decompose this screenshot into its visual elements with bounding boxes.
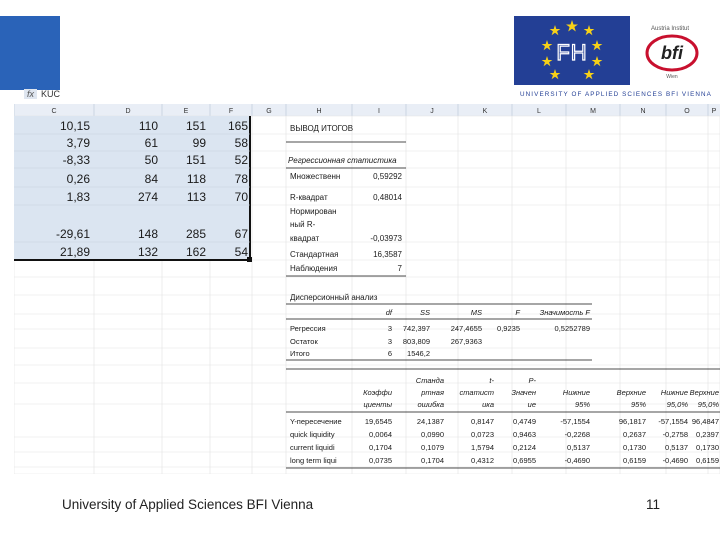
coef-cell: -57,1554 (560, 417, 590, 426)
column-header: H (316, 108, 322, 115)
coef-header: Верхние (689, 388, 719, 397)
coef-header: Нижние (562, 388, 590, 397)
data-cell: 113 (186, 190, 206, 204)
coef-cell: 0,6159 (696, 456, 719, 465)
coef-cell: 0,4749 (513, 417, 536, 426)
anova-cell: Итого (290, 349, 310, 358)
anova-cell: 3 (387, 324, 392, 333)
stat-label: Стандартная (290, 250, 339, 259)
stat-value: 16,3587 (373, 250, 402, 259)
coef-cell: 19,6545 (364, 417, 392, 426)
column-header: L (537, 108, 541, 115)
coef-cell: 96,4847 (691, 417, 719, 426)
column-header-strip (14, 104, 720, 116)
anova-cell: 1546,2 (407, 349, 430, 358)
data-cell: 110 (138, 119, 158, 133)
column-header: E (183, 108, 189, 115)
tagline-text: UNIVERSITY OF APPLIED SCIENCES BFI VIENNA (520, 91, 712, 98)
anova-header: df (385, 308, 392, 317)
data-cell: 70 (234, 190, 248, 204)
data-cell: -29,61 (55, 227, 90, 241)
data-cell: 58 (234, 136, 248, 150)
bfi-brand-text: bfi (661, 43, 683, 63)
data-cell: 50 (144, 153, 158, 167)
coef-cell: 0,9463 (513, 430, 536, 439)
column-header: K (482, 108, 488, 115)
column-header: C (51, 108, 57, 115)
coef-cell: 0,5137 (665, 443, 688, 452)
coef-cell: -0,4690 (564, 456, 590, 465)
data-cell: 148 (137, 227, 158, 241)
data-cell: 1,83 (66, 190, 90, 204)
coef-cell: 96,1817 (618, 417, 646, 426)
data-cell: 118 (186, 172, 206, 186)
data-cell: 21,89 (59, 245, 90, 259)
coef-header: ошибка (417, 400, 444, 409)
anova-cell: Остаток (290, 337, 318, 346)
coef-label: long term liqui (290, 456, 337, 465)
anova-header: MS (470, 308, 482, 317)
data-cell: 285 (185, 227, 206, 241)
coef-cell: 0,1730 (623, 443, 646, 452)
anova-cell: 742,397 (402, 324, 430, 333)
coef-cell: -0,2758 (662, 430, 688, 439)
stat-label: Наблюдения (290, 264, 338, 273)
column-header: J (430, 108, 434, 115)
coef-header: Коэффи (363, 388, 392, 397)
coef-header: ие (527, 400, 536, 409)
data-cell: 132 (137, 245, 158, 259)
stat-value: 0,48014 (373, 193, 402, 202)
anova-header: F (515, 308, 520, 317)
coef-header: циенты (363, 400, 392, 409)
bfi-top-text: Austria Institut (650, 26, 690, 32)
coef-header: 95% (574, 400, 590, 409)
anova-cell: 6 (387, 349, 392, 358)
fh-letters: FH (556, 40, 588, 65)
anova-title: Дисперсионный анализ (290, 293, 378, 302)
coef-header: Нижние (660, 388, 688, 397)
data-cell: 52 (234, 153, 248, 167)
coef-label: quick liquidity (290, 430, 335, 439)
regression-header: Регрессионная статистика (288, 156, 397, 165)
data-cell: 274 (137, 190, 158, 204)
anova-header: Значимость F (539, 308, 590, 317)
coef-header: ртная (421, 388, 444, 397)
anova-cell: 3 (387, 337, 392, 346)
data-cell: 3,79 (66, 136, 90, 150)
stat-label: Множественн (290, 172, 341, 181)
anova-cell: 247,4655 (450, 324, 482, 333)
coef-cell: 0,6955 (513, 456, 536, 465)
coef-cell: -57,1554 (658, 417, 688, 426)
coef-header: Верхние (616, 388, 646, 397)
data-cell: 10,15 (59, 119, 90, 133)
coef-cell: 0,6159 (623, 456, 646, 465)
stat-value: -0,03973 (370, 234, 402, 243)
coef-header: Станда (415, 376, 444, 385)
data-cell: -8,33 (62, 153, 90, 167)
column-header: G (266, 108, 272, 115)
coef-header: 95,0% (697, 400, 719, 409)
coef-label: Y-пересечение (290, 417, 342, 426)
stat-label: Нормирован (290, 207, 337, 216)
coef-cell: 0,4312 (471, 456, 494, 465)
stat-value: 7 (397, 264, 402, 273)
spreadsheet-grid[interactable] (14, 104, 720, 474)
coef-cell: 0,1079 (421, 443, 444, 452)
data-cell: 165 (227, 119, 248, 133)
stat-label: R-квадрат (290, 193, 328, 202)
coef-cell: 0,8147 (471, 417, 494, 426)
column-header: D (125, 108, 131, 115)
coef-cell: 0,5137 (567, 443, 590, 452)
coef-cell: 0,0990 (421, 430, 444, 439)
coef-header: P- (528, 376, 536, 385)
data-cell: 78 (234, 172, 248, 186)
footer-text: University of Applied Sciences BFI Vienna (62, 497, 314, 512)
fx-icon[interactable]: fx (24, 89, 37, 99)
coef-cell: -0,4690 (662, 456, 688, 465)
coef-cell: 1,5794 (471, 443, 494, 452)
output-title: ВЫВОД ИТОГОВ (290, 124, 354, 133)
data-cell: 162 (185, 245, 206, 259)
coef-cell: 0,1704 (369, 443, 392, 452)
coef-header: статист (459, 388, 494, 397)
coef-header: 95% (630, 400, 646, 409)
coef-cell: 0,0064 (369, 430, 392, 439)
university-logo (514, 16, 718, 102)
column-header: P (711, 108, 717, 115)
anova-cell: 267,9363 (450, 337, 482, 346)
anova-cell: 803,809 (402, 337, 430, 346)
coef-cell: 0,1704 (421, 456, 444, 465)
column-header: O (684, 108, 690, 115)
coef-cell: 0,2637 (623, 430, 646, 439)
anova-cell: Регрессия (290, 324, 326, 333)
coef-header: Значен (511, 388, 536, 397)
anova-cell: 0,5252789 (554, 324, 590, 333)
coef-cell: 0,0735 (369, 456, 392, 465)
selected-range (14, 116, 250, 260)
column-header: I (378, 108, 380, 115)
data-cell: 151 (185, 119, 206, 133)
anova-header: SS (419, 308, 430, 317)
anova-cell: 0,9235 (497, 324, 520, 333)
coef-header: ика (482, 400, 494, 409)
formula-value: KUC (41, 89, 61, 99)
data-cell: 0,26 (66, 172, 90, 186)
data-cell: 61 (144, 136, 158, 150)
column-header: N (640, 108, 646, 115)
coef-cell: 0,2124 (513, 443, 536, 452)
stat-label: квадрат (290, 234, 320, 243)
page-number: 11 (646, 497, 661, 512)
column-header: F (228, 108, 234, 115)
stat-value: 0,59292 (373, 172, 402, 181)
coef-cell: 0,2397 (696, 430, 719, 439)
coef-header: t- (489, 376, 494, 385)
data-cell: 99 (192, 136, 206, 150)
data-cell: 84 (144, 172, 158, 186)
coef-cell: -0,2268 (564, 430, 590, 439)
formula-bar[interactable] (24, 89, 120, 102)
coef-label: current liquidi (290, 443, 335, 452)
stat-label: ный R- (290, 220, 316, 229)
coef-cell: 24,1387 (416, 417, 444, 426)
column-header: M (590, 108, 596, 115)
bfi-sub-text: Wien (666, 74, 678, 80)
coef-cell: 0,0723 (471, 430, 494, 439)
data-cell: 54 (234, 245, 248, 259)
data-cell: 67 (234, 227, 248, 241)
accent-block (0, 16, 60, 90)
coef-cell: 0,1730 (696, 443, 719, 452)
data-cell: 151 (185, 153, 206, 167)
coef-header: 95,0% (666, 400, 688, 409)
